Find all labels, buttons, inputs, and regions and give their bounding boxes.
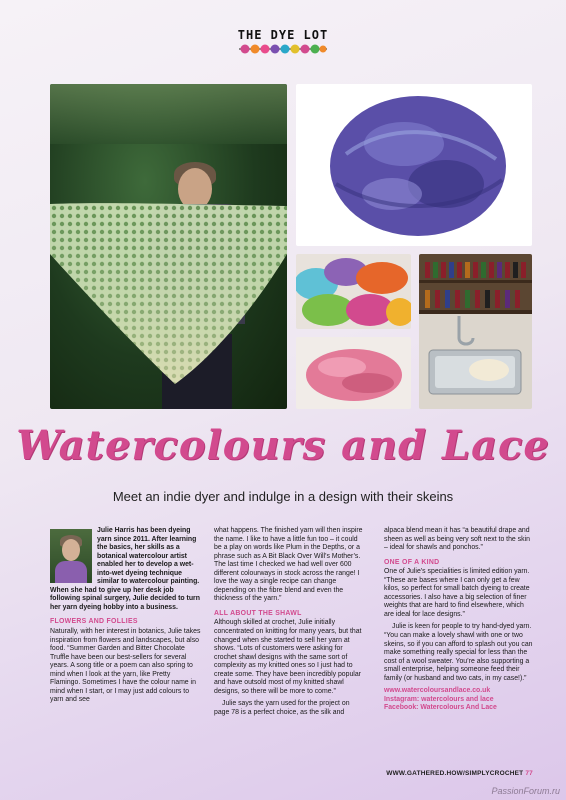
facebook-link[interactable]: Facebook: Watercolours And Lace	[384, 704, 497, 712]
subheading-shawl: ALL ABOUT THE SHAWL	[214, 609, 302, 617]
body-paragraph: Although skilled at crochet, Julie initially concentrated on knitting for many years, but that changed when she started to sell her yarn at shows. “Lots of customers were asking for crochet shawl designs with the same sort of complexity as my knitted ones so I just had to create some. They have been incredibly popular and have outsold most of my knitted shawl designs, so there will be more to come.”	[214, 619, 362, 695]
watermark: PassionForum.ru	[491, 786, 560, 796]
subheading-one-of-a-kind: ONE OF A KIND	[384, 558, 440, 566]
website-link[interactable]: www.watercoloursandlace.co.uk	[384, 687, 491, 695]
intro-paragraph: Julie Harris has been dyeing yarn since 2011. After learning the basics, her skills as a botanical watercolour artist enabled her to develop a wet-into-wet dyeing technique similar to watercolour painting. When she had to give up her desk job following spinal surgery, Julie decided to turn her yarn dyeing hobby into a business.	[50, 527, 200, 611]
page-number: 77	[525, 770, 533, 777]
multicolour-skeins-photo	[296, 254, 411, 329]
text-column-3	[384, 527, 534, 713]
footer-site: WWW.GATHERED.HOW/SIMPLYCROCHET	[386, 770, 524, 777]
section-title: THE DYE LOT	[237, 28, 329, 42]
pink-skein-photo	[296, 337, 411, 409]
body-paragraph: Naturally, with her interest in botanics, Julie takes inspiration from flowers and landscapes, but also food. “Summer Garden and Bitter Chocolate Truffle have been our best-sellers for several years. A song title or a poem can also spring to mind when I look at the yarn, like Pretty Flamingo. Sometimes I have the colour name in mind when I start, or I may just add colours to yarn and see	[50, 628, 201, 704]
body-paragraph: One of Julie’s specialities is limited edition yarn. “These are bases where I can only get a few kilos, so perfect for small batch dyeing to create accessories. I also have a big selection of finer weights that are hard to find elsewhere, which are ideal for lace designs.”	[384, 568, 530, 618]
text-column-2	[214, 527, 366, 721]
author-portrait	[50, 529, 92, 583]
article-title: Watercolours and Lace	[16, 422, 550, 469]
body-paragraph: what happens. The finished yarn will then inspire the name. I like to have a little fun too – it could be a play on words like Plum in the Depths, or a phrase such as A Bit Black Over Will’s Mother’s. The last time I checked we had well over 600 different colourways in stock across the range! I love the way a single recipe can change depending on the fibre blend and even the thickness of the yarn.”	[214, 527, 363, 603]
page-footer	[386, 770, 533, 777]
dye-studio-photo	[419, 254, 532, 409]
purple-yarn-skein-photo	[296, 84, 532, 246]
body-paragraph: Julie says the yarn used for the project on page 78 is a perfect choice, as the silk and	[214, 700, 350, 716]
subheading-flowers: FLOWERS AND FOLLIES	[50, 618, 138, 626]
body-paragraph: Julie is keen for people to try hand-dyed yarn. “You can make a lovely shawl with one or two skeins, so if you can afford to splash out you can make something really special for less than the cost of a wool sweater. You’re also supporting a small enterprise, helping someone feed their family (or husband and two cats, in my case!).”	[384, 623, 533, 682]
section-header	[0, 28, 566, 42]
yarn-ball-row-icon	[239, 44, 327, 54]
text-column-1	[50, 527, 202, 709]
instagram-link[interactable]: Instagram: watercolours and lace	[384, 695, 494, 703]
body-paragraph: alpaca blend mean it has “a beautiful drape and sheen as well as being very soft next to the skin – ideal for shawls and ponchos.”	[384, 527, 530, 552]
shawl-model-photo	[50, 84, 287, 409]
article-standfirst: Meet an indie dyer and indulge in a design with their skeins	[112, 489, 454, 504]
